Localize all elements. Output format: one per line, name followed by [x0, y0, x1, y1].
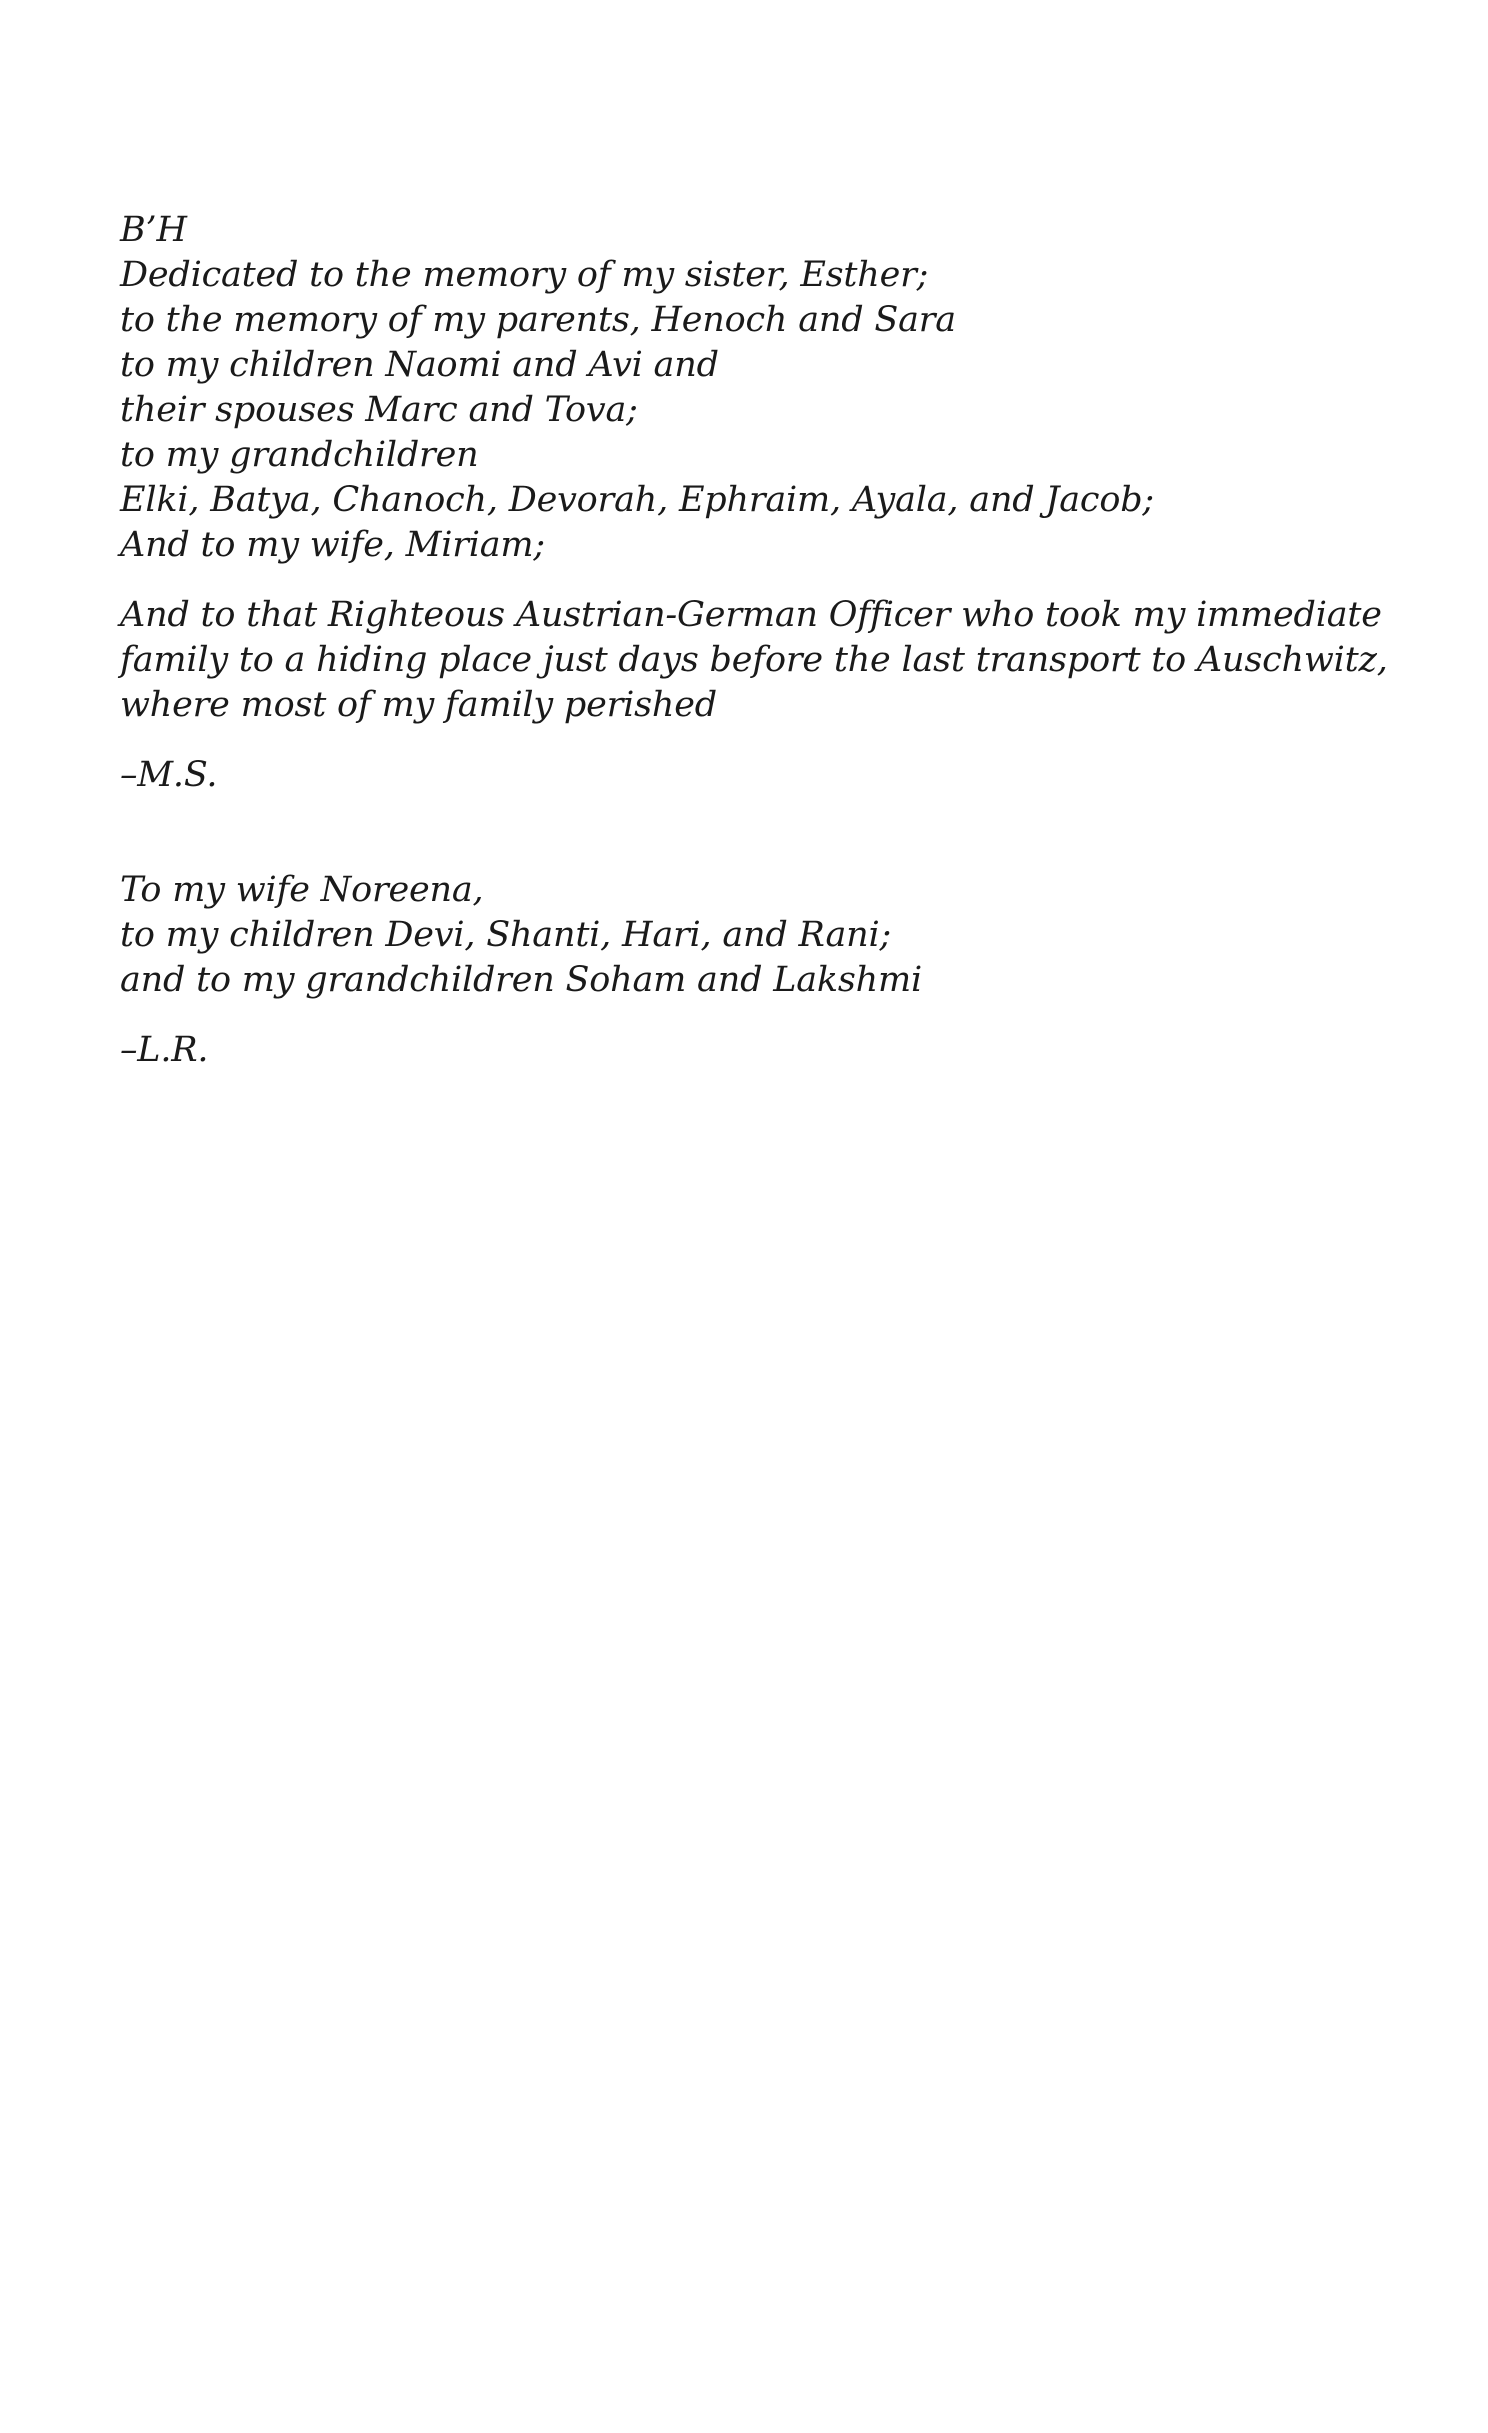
dedication-line: Dedicated to the memory of my sister, Esther;	[120, 255, 929, 295]
dedication-lr	[120, 868, 1380, 1073]
officer-line: And to that Righteous Austrian-German Officer who took my immediate	[120, 595, 1382, 635]
dedication-line: to the memory of my parents, Henoch and Sara	[120, 300, 956, 340]
dedication-line: And to my wife, Miriam;	[120, 525, 545, 565]
officer-line: family to a hiding place just days before the last transport to Auschwitz,	[120, 640, 1388, 680]
dedication-text	[120, 208, 1388, 1073]
signature-lr: –L.R.	[120, 1030, 209, 1070]
heading-bh: B’H	[120, 210, 187, 250]
dedication-line: and to my grandchildren Soham and Lakshmi	[120, 960, 922, 1000]
dedication-line: to my children Devi, Shanti, Hari, and Rani;	[120, 915, 892, 955]
dedication-line: their spouses Marc and Tova;	[120, 390, 638, 430]
dedication-line: to my grandchildren	[120, 435, 479, 475]
signature-ms: –M.S.	[120, 755, 218, 795]
dedication-ms	[120, 208, 1388, 798]
dedication-line: to my children Naomi and Avi and	[120, 345, 719, 385]
dedication-line: Elki, Batya, Chanoch, Devorah, Ephraim, Ayala, and Jacob;	[120, 480, 1154, 520]
dedication-line: To my wife Noreena,	[120, 870, 484, 910]
officer-line: where most of my family perished	[120, 685, 717, 725]
